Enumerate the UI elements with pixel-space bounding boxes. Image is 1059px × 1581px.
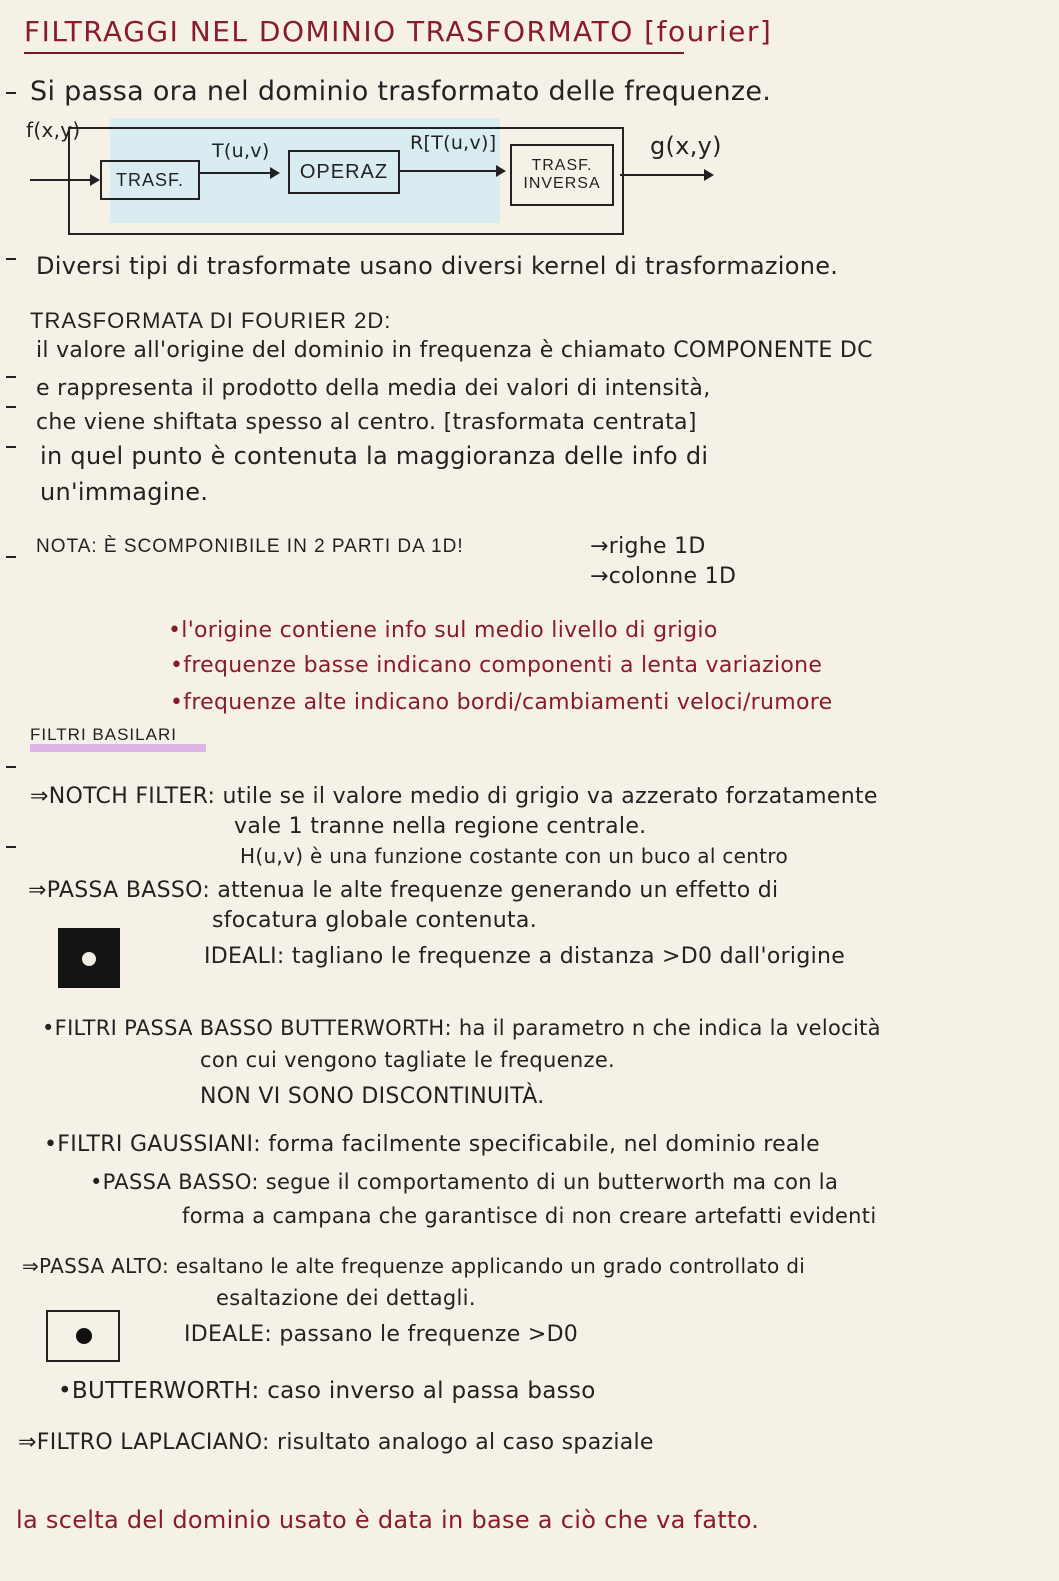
light-square-icon [46,1310,120,1362]
passa-basso-line-1: ⇒PASSA BASSO: attenua le alte frequenze generando un effetto di [28,878,779,903]
passa-basso-line-2: sfocatura globale contenuta. [212,908,538,933]
butterworth-line-2: con cui vengono tagliate le frequenze. [200,1048,616,1072]
output-arrow-head [704,169,714,181]
butterworth-line-1: •FILTRI PASSA BASSO BUTTERWORTH: ha il parametro n che indica la velocità [42,1016,881,1040]
dark-square-dot [82,952,96,966]
title-underline [24,52,684,54]
arrow2 [400,170,498,172]
transform-box: TRASF. [100,160,200,200]
nota-cols: →colonne 1D [590,564,737,589]
arrow2-head [496,165,506,177]
input-arrow [30,179,92,181]
gaussiani-line-1: •FILTRI GAUSSIANI: forma facilmente specificabile, nel dominio reale [44,1132,820,1157]
margin-mark [6,406,16,408]
margin-mark [6,376,16,378]
arrow2-label: R[T(u,v)] [410,132,497,154]
passa-basso-line-3: IDEALI: tagliano le frequenze a distanza >D0 dall'origine [204,944,846,969]
intro-text: Si passa ora nel dominio trasformato delle frequenze. [30,76,772,107]
input-arrow-head [90,174,100,186]
heading-highlight [30,744,206,752]
arrow1-label: T(u,v) [212,140,270,162]
margin-mark [6,446,16,448]
notch-line-2: vale 1 tranne nella regione centrale. [234,814,647,839]
margin-mark [6,92,16,94]
notch-line-1: ⇒NOTCH FILTER: utile se il valore medio di grigio va azzerato forzatamente [30,784,878,809]
output-arrow [620,174,706,176]
operation-box: OPERAZ [288,150,400,194]
laplaciano-text: ⇒FILTRO LAPLACIANO: risultato analogo al caso spaziale [18,1430,654,1455]
fourier-line-4: in quel punto è contenuta la maggioranza delle info di [40,442,709,470]
input-label: f(x,y) [26,118,81,142]
bullet-high-freq: •frequenze alte indicano bordi/cambiamenti veloci/rumore [170,690,833,715]
inverse-transform-box [510,144,614,206]
butterworth-inverse: •BUTTERWORTH: caso inverso al passa basso [58,1378,596,1404]
inverse-box-line2: INVERSA [523,175,601,192]
filtri-heading: FILTRI BASILARI [30,725,177,744]
light-square-dot [76,1328,92,1344]
nota-rows: →righe 1D [590,534,706,559]
gaussiani-line-3: forma a campana che garantisce di non creare artefatti evidenti [182,1204,877,1228]
margin-mark [6,846,16,848]
notch-line-3: H(u,v) è una funzione costante con un buco al centro [240,844,788,868]
fourier-line-3: che viene shiftata spesso al centro. [trasformata centrata] [36,410,697,435]
output-label: g(x,y) [650,132,722,160]
butterworth-line-3: NON VI SONO DISCONTINUITÀ. [200,1084,545,1109]
gaussiani-line-2: •PASSA BASSO: segue il comportamento di un butterworth ma con la [90,1170,839,1194]
fourier-line-1: il valore all'origine del dominio in frequenza è chiamato COMPONENTE DC [36,338,873,363]
passa-alto-line-3: IDEALE: passano le frequenze >D0 [184,1322,579,1347]
page-title: FILTRAGGI NEL DOMINIO TRASFORMATO [fourier] [24,15,773,48]
fourier-line-2: e rappresenta il prodotto della media dei valori di intensità, [36,376,711,401]
passa-alto-line-1: ⇒PASSA ALTO: esaltano le alte frequenze applicando un grado controllato di [22,1254,806,1278]
passa-alto-line-2: esaltazione dei dettagli. [216,1286,476,1310]
margin-mark [6,556,16,558]
bullet-origin: •l'origine contiene info sul medio livello di grigio [168,618,718,643]
arrow1-head [270,167,280,179]
diversi-text: Diversi tipi di trasformate usano diversi kernel di trasformazione. [36,252,839,280]
conclusion-text: la scelta del dominio usato è data in base a ciò che va fatto. [16,1506,760,1534]
bullet-low-freq: •frequenze basse indicano componenti a lenta variazione [170,653,823,678]
inverse-box-line1: TRASF. [531,156,593,174]
nota-text: NOTA: È SCOMPONIBILE IN 2 PARTI DA 1D! [36,536,464,557]
margin-mark [6,258,16,260]
fourier-line-5: un'immagine. [40,478,209,506]
arrow1 [200,172,272,174]
fourier-heading: TRASFORMATA DI FOURIER 2D: [30,308,392,333]
margin-mark [6,766,16,768]
dark-square-icon [58,928,120,988]
